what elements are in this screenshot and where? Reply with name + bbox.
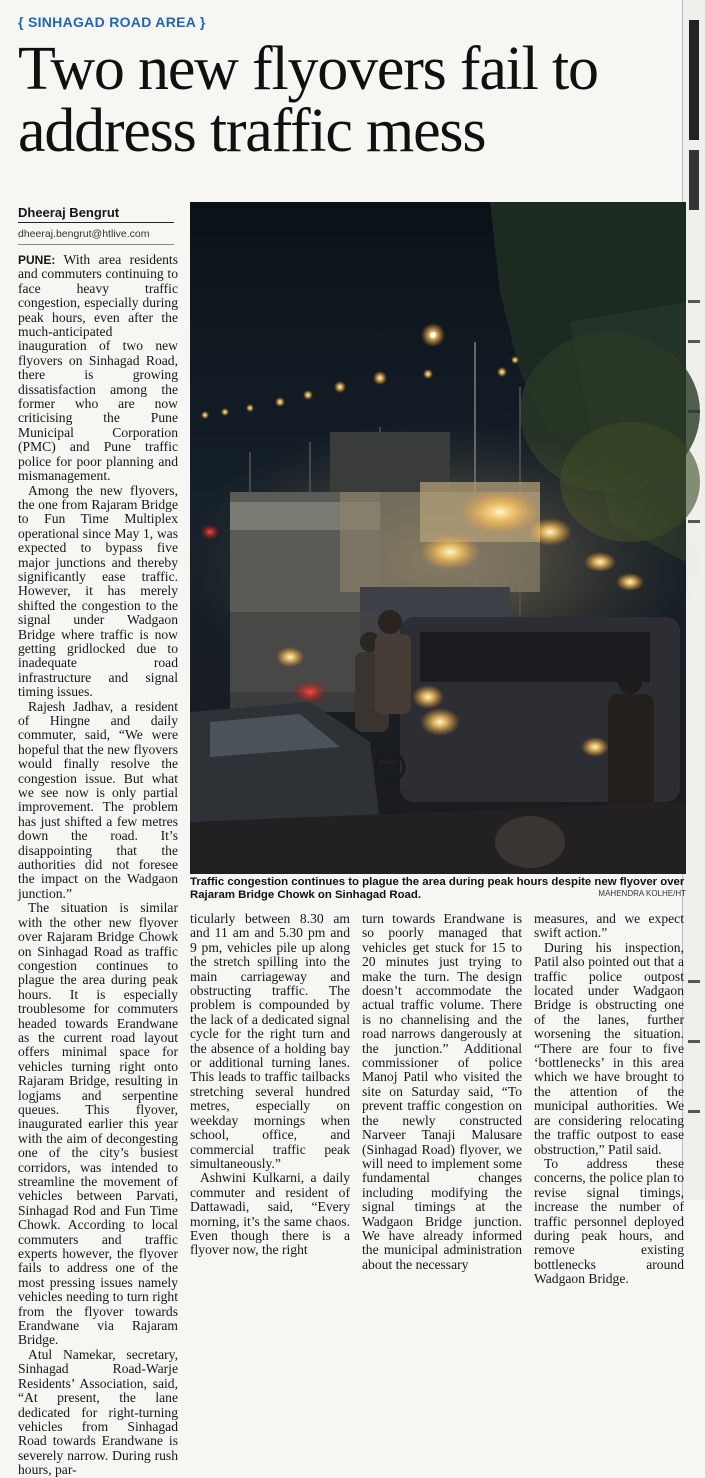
- article-column-1: [18, 253, 178, 1478]
- adjacent-text-fragment: [688, 1110, 700, 1113]
- adjacent-text-fragment: [688, 980, 700, 983]
- article-column-2: [190, 912, 350, 1258]
- dateline: PUNE:: [18, 253, 56, 267]
- byline-rule: [18, 222, 174, 223]
- adjacent-text-fragment: [688, 300, 700, 303]
- email-rule: [18, 244, 174, 245]
- article-paragraph: turn towards Erandwane is so poorly managed that vehicles get stuck for 15 to 20 minutes just trying to make the turn. The design doesn’t accommodate the actual traffic volume. There is no channelising and the road narrows dangerously at the junction.” Additional commissioner of police Manoj Patil who visited the site on Saturday said, “To prevent traffic congestion on the newly constructed Narveer Tanaji Malusare (Sinhagad Road) flyover, we will need to implement some fundamental changes including modifying the signal timings at the Wadgaon Bridge junction. We have already informed the municipal administration about the necessary: [362, 911, 522, 1272]
- article-paragraph: Among the new flyovers, the one from Rajaram Bridge to Fun Time Multiplex operational since May 1, was expected to bypass five major junctions and thereby significantly ease traffic. However, it has merely shifted the congestion to the signal under Wadgaon Bridge where traffic is now getting gridlocked due to inadequate road infrastructure and signal timing issues.: [18, 482, 178, 700]
- paragraph-text: With area residents and commuters continuing to face heavy traffic congestion, especially during peak hours, even after the much-anticipated inauguration of two new flyovers on Sinhagad Road, there is growing dissatisfaction among the former who are now criticising the Pune Municipal Corporation (PMC) and Pune traffic police for poor planning and mismanagement.: [18, 252, 179, 484]
- article-paragraph: Ashwini Kulkarni, a daily commuter and resident of Dattawadi, said, “Every morning, it’s the same chaos. Even though there is a flyover now, the right: [190, 1170, 350, 1258]
- headline: Two new flyovers fail to address traffic mess: [18, 35, 598, 165]
- article-paragraph: measures, and we expect swift action.”: [534, 911, 684, 941]
- article-paragraph: Atul Namekar, secretary, Sinhagad Road-Warje Residents’ Association, said, “At present, the lane dedicated for right-turning vehicles from Sinhagad Road towards Erandwane is severely narrow. During rush hours, par-: [18, 1346, 178, 1478]
- section-tag: { SINHAGAD ROAD AREA }: [18, 14, 206, 30]
- article-paragraph: During his inspection, Patil also pointed out that a traffic police outpost located under Wadgaon Bridge is obstructing one of the lanes, further worsening the situation. “There are four to five ‘bottlenecks’ in this area which we have brought to the attention of the municipal authorities. We are considering relocating the traffic outpost to ease obstruction,” Patil said.: [534, 939, 684, 1157]
- article-column-3: [362, 912, 522, 1272]
- traffic-photo-illustration: [190, 202, 686, 874]
- article-paragraph: To address these concerns, the police plan to revise signal timings, increase the number of traffic personnel deployed during peak hours, and remove existing bottlenecks around Wadgaon Bridge.: [534, 1155, 684, 1287]
- adjacent-page-fragment: [689, 150, 699, 210]
- adjacent-text-fragment: [688, 340, 700, 343]
- byline: Dheeraj Bengrut: [18, 205, 120, 220]
- article-paragraph: Rajesh Jadhav, a resident of Hingne and daily commuter, said, “We were hopeful that the new flyovers would finally resolve the congestion issue. But what we see now is only partial improvement. The problem has just shifted a few metres down the road. It’s disappointing that the authorities did not foresee the impact on the Wadgaon junction.”: [18, 698, 178, 901]
- article-paragraph: The situation is similar with the other new flyover over Rajaram Bridge Chowk on Sinhagad Road as traffic congestion continues to plague the area during peak hours. It is especially troublesome for commuters headed towards Erandwane as the current road layout offers minimal space for vehicles turning right onto Rajaram Bridge, resulting in logjams and serpentine queues. This flyover, inaugurated earlier this year with the aim of decongesting one of the city’s busiest corridors, was intended to streamline the movement of vehicles between Parvati, Sinhagad Rod and Fun Time Chowk. According to local commuters and traffic experts however, the flyover fails to address one of the most pressing issues namely vehicles needing to turn right from the flyover towards Erandwane via Rajaram Bridge.: [18, 900, 178, 1348]
- article-paragraph: [18, 253, 178, 484]
- adjacent-page-fragment: [689, 20, 699, 140]
- author-email: dheeraj.bengrut@htlive.com: [18, 228, 150, 240]
- article-paragraph: ticularly between 8.30 am and 11 am and 5.30 pm and 9 pm, vehicles pile up along the stretch spilling into the main carriageway and obstructing traffic. The problem is compounded by the lack of a dedicated signal cycle for the right turn and the absence of a holding bay or additional turning lanes. This leads to traffic tailbacks stretching several hundred metres, especially on weekday mornings when school, office, and commercial traffic peak simultaneously.”: [190, 911, 350, 1171]
- adjacent-text-fragment: [688, 1040, 700, 1043]
- traffic-photo: [190, 202, 686, 874]
- article-column-4: [534, 912, 684, 1287]
- photo-caption: Traffic congestion continues to plague the area during peak hours despite new flyover over Rajaram Bridge Chowk on Sinhagad Road.: [190, 876, 685, 901]
- adjacent-text-fragment: [688, 520, 700, 523]
- photo-credit: MAHENDRA KOLHE/HT: [598, 889, 686, 898]
